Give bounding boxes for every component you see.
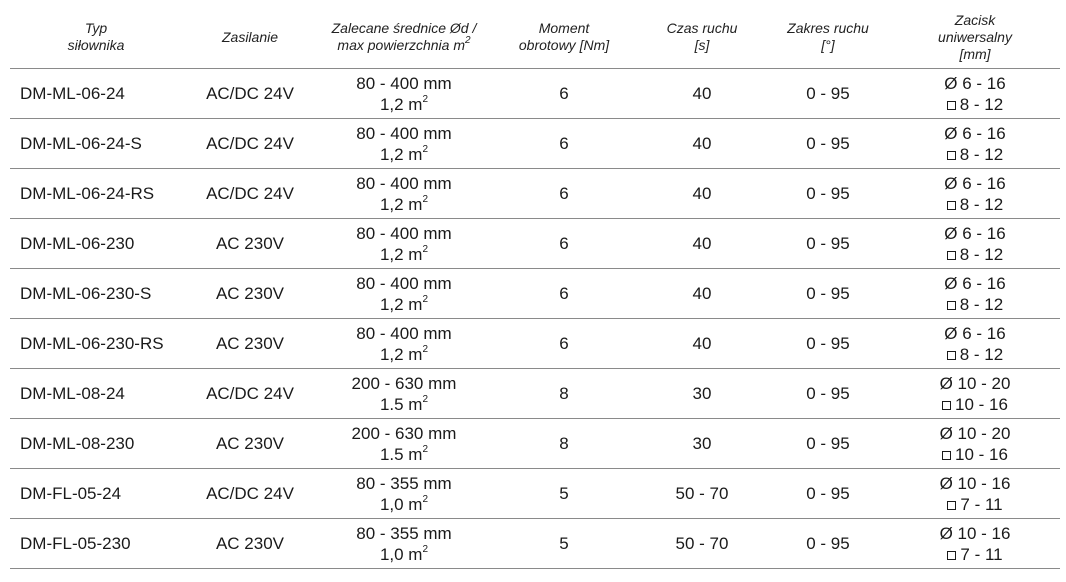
square-icon bbox=[947, 551, 956, 560]
diameter-range: 80 - 400 mm bbox=[356, 223, 452, 243]
run-time-value: 40 bbox=[692, 84, 712, 103]
diameter-range: 80 - 355 mm bbox=[356, 523, 452, 543]
cell-torque bbox=[490, 419, 638, 469]
header-type bbox=[10, 6, 182, 69]
header-torque bbox=[490, 6, 638, 69]
header-clamp-line-1: Zacisk bbox=[954, 11, 996, 28]
cell-supply bbox=[182, 419, 318, 469]
diameter-range: 80 - 355 mm bbox=[356, 473, 452, 493]
max-area-value: 1.5 m bbox=[379, 444, 423, 464]
actuator-type: DM-ML-06-230-RS bbox=[20, 334, 164, 353]
cell-type bbox=[10, 469, 182, 519]
torque-value: 6 bbox=[559, 234, 569, 253]
table-body bbox=[10, 69, 1060, 569]
cell-supply bbox=[182, 519, 318, 569]
supply-voltage: AC/DC 24V bbox=[206, 184, 294, 203]
cell-range bbox=[766, 119, 890, 169]
cell-range bbox=[766, 169, 890, 219]
cell-supply bbox=[182, 369, 318, 419]
actuator-type: DM-ML-06-24-RS bbox=[20, 184, 155, 203]
header-time-line-1: Czas ruchu bbox=[666, 20, 738, 36]
cell-clamp bbox=[890, 369, 1060, 419]
max-area bbox=[320, 194, 488, 215]
header-type-line-1: Typ bbox=[84, 20, 108, 36]
run-time-value: 50 - 70 bbox=[675, 534, 729, 553]
header-diameter-line-2-text: max powierzchnia m bbox=[337, 37, 466, 53]
cell-time bbox=[638, 419, 766, 469]
max-area-superscript: 2 bbox=[422, 293, 429, 305]
max-area-value: 1,2 m bbox=[379, 244, 423, 264]
header-supply-line-1: Zasilanie bbox=[221, 28, 279, 45]
square-icon bbox=[947, 201, 956, 210]
clamp-square-line bbox=[892, 544, 1058, 565]
max-area-value: 1,2 m bbox=[379, 294, 423, 314]
clamp-square-range: 7 - 11 bbox=[960, 544, 1003, 564]
clamp-square-range: 10 - 16 bbox=[955, 444, 1008, 464]
cell-diameter bbox=[318, 519, 490, 569]
motion-range-value: 0 - 95 bbox=[806, 284, 850, 303]
diameter-range: 80 - 400 mm bbox=[356, 323, 452, 343]
max-area-superscript: 2 bbox=[422, 443, 429, 455]
cell-diameter bbox=[318, 219, 490, 269]
cell-range bbox=[766, 419, 890, 469]
header-range bbox=[766, 6, 890, 69]
header-torque-line-2: obrotowy [Nm] bbox=[518, 37, 610, 53]
max-area bbox=[320, 494, 488, 515]
diameter-range: 80 - 400 mm bbox=[356, 73, 452, 93]
cell-type bbox=[10, 69, 182, 119]
cell-torque bbox=[490, 319, 638, 369]
motion-range-value: 0 - 95 bbox=[806, 84, 850, 103]
actuator-type: DM-ML-08-24 bbox=[20, 384, 125, 403]
torque-value: 6 bbox=[559, 84, 569, 103]
cell-time bbox=[638, 69, 766, 119]
cell-diameter bbox=[318, 119, 490, 169]
max-area-value: 1,0 m bbox=[379, 494, 423, 514]
clamp-round-range: Ø 10 - 20 bbox=[939, 373, 1011, 393]
cell-range bbox=[766, 319, 890, 369]
table-row bbox=[10, 269, 1060, 319]
cell-supply bbox=[182, 469, 318, 519]
clamp-square-range: 8 - 12 bbox=[959, 294, 1004, 314]
cell-clamp bbox=[890, 119, 1060, 169]
cell-type bbox=[10, 369, 182, 419]
motion-range-value: 0 - 95 bbox=[806, 534, 850, 553]
table-header bbox=[10, 6, 1060, 69]
clamp-square-range: 10 - 16 bbox=[955, 394, 1008, 414]
clamp-square-line bbox=[892, 94, 1058, 115]
table-row bbox=[10, 419, 1060, 469]
table-row bbox=[10, 69, 1060, 119]
square-icon bbox=[947, 351, 956, 360]
run-time-value: 30 bbox=[692, 384, 712, 403]
max-area bbox=[320, 244, 488, 265]
header-range-line-1: Zakres ruchu bbox=[787, 20, 869, 36]
clamp-square-line bbox=[892, 244, 1058, 265]
cell-time bbox=[638, 269, 766, 319]
table-row bbox=[10, 169, 1060, 219]
cell-clamp bbox=[890, 219, 1060, 269]
run-time-value: 30 bbox=[692, 434, 712, 453]
diameter-range: 80 - 400 mm bbox=[356, 273, 452, 293]
motion-range-value: 0 - 95 bbox=[806, 334, 850, 353]
table-row bbox=[10, 119, 1060, 169]
cell-torque bbox=[490, 519, 638, 569]
cell-clamp bbox=[890, 69, 1060, 119]
cell-diameter bbox=[318, 469, 490, 519]
header-diameter-line-1: Zalecane średnice Ød / bbox=[331, 20, 477, 36]
cell-torque bbox=[490, 369, 638, 419]
max-area bbox=[320, 344, 488, 365]
clamp-square-range: 7 - 11 bbox=[960, 494, 1003, 514]
clamp-square-range: 8 - 12 bbox=[959, 144, 1004, 164]
header-row bbox=[10, 6, 1060, 69]
max-area bbox=[320, 294, 488, 315]
max-area-superscript: 2 bbox=[422, 143, 429, 155]
cell-range bbox=[766, 519, 890, 569]
cell-supply bbox=[182, 269, 318, 319]
clamp-round-range: Ø 6 - 16 bbox=[944, 273, 1006, 293]
cell-supply bbox=[182, 219, 318, 269]
square-icon bbox=[947, 101, 956, 110]
clamp-square-line bbox=[892, 444, 1058, 465]
max-area bbox=[320, 94, 488, 115]
cell-supply bbox=[182, 119, 318, 169]
motion-range-value: 0 - 95 bbox=[806, 434, 850, 453]
square-icon bbox=[947, 501, 956, 510]
cell-type bbox=[10, 119, 182, 169]
supply-voltage: AC 230V bbox=[215, 284, 285, 303]
cell-range bbox=[766, 69, 890, 119]
cell-range bbox=[766, 269, 890, 319]
torque-value: 8 bbox=[559, 434, 569, 453]
diameter-range: 200 - 630 mm bbox=[351, 373, 457, 393]
cell-supply bbox=[182, 69, 318, 119]
cell-clamp bbox=[890, 269, 1060, 319]
cell-time bbox=[638, 119, 766, 169]
clamp-square-range: 8 - 12 bbox=[959, 344, 1004, 364]
run-time-value: 40 bbox=[692, 234, 712, 253]
run-time-value: 50 - 70 bbox=[675, 484, 729, 503]
supply-voltage: AC 230V bbox=[215, 234, 285, 253]
clamp-square-line bbox=[892, 194, 1058, 215]
square-icon bbox=[947, 251, 956, 260]
header-time bbox=[638, 6, 766, 69]
cell-diameter bbox=[318, 369, 490, 419]
cell-clamp bbox=[890, 169, 1060, 219]
diameter-range: 200 - 630 mm bbox=[351, 423, 457, 443]
cell-type bbox=[10, 419, 182, 469]
max-area-value: 1,2 m bbox=[379, 344, 423, 364]
square-icon bbox=[947, 301, 956, 310]
max-area-superscript: 2 bbox=[422, 543, 429, 555]
actuator-type: DM-FL-05-24 bbox=[20, 484, 122, 503]
max-area-value: 1,2 m bbox=[379, 194, 423, 214]
clamp-round-range: Ø 10 - 20 bbox=[939, 423, 1011, 443]
torque-value: 6 bbox=[559, 184, 569, 203]
header-diameter-line-2 bbox=[320, 37, 488, 54]
motion-range-value: 0 - 95 bbox=[806, 384, 850, 403]
torque-value: 6 bbox=[559, 334, 569, 353]
max-area-value: 1,2 m bbox=[379, 94, 423, 114]
max-area bbox=[320, 544, 488, 565]
table-row bbox=[10, 519, 1060, 569]
torque-value: 8 bbox=[559, 384, 569, 403]
max-area bbox=[320, 144, 488, 165]
header-diameter-superscript: 2 bbox=[465, 35, 471, 47]
torque-value: 5 bbox=[559, 484, 569, 503]
actuator-spec-table bbox=[10, 6, 1060, 569]
table-row bbox=[10, 219, 1060, 269]
actuator-type: DM-ML-06-24-S bbox=[20, 134, 142, 153]
table-row bbox=[10, 469, 1060, 519]
clamp-round-range: Ø 10 - 16 bbox=[939, 473, 1011, 493]
cell-diameter bbox=[318, 169, 490, 219]
header-clamp-line-2: uniwersalny bbox=[938, 28, 1012, 45]
supply-voltage: AC 230V bbox=[215, 534, 285, 553]
cell-diameter bbox=[318, 419, 490, 469]
max-area-superscript: 2 bbox=[422, 93, 429, 105]
header-clamp-line-3: [mm] bbox=[959, 45, 991, 62]
clamp-square-line bbox=[892, 144, 1058, 165]
cell-diameter bbox=[318, 269, 490, 319]
actuator-type: DM-ML-06-230 bbox=[20, 234, 135, 253]
run-time-value: 40 bbox=[692, 134, 712, 153]
header-diameter bbox=[318, 6, 490, 69]
supply-voltage: AC 230V bbox=[215, 434, 285, 453]
clamp-round-range: Ø 6 - 16 bbox=[944, 323, 1006, 343]
header-time-line-2: [s] bbox=[694, 37, 710, 53]
actuator-type: DM-FL-05-230 bbox=[20, 534, 131, 553]
table-row bbox=[10, 369, 1060, 419]
cell-torque bbox=[490, 69, 638, 119]
clamp-square-range: 8 - 12 bbox=[959, 194, 1004, 214]
cell-torque bbox=[490, 269, 638, 319]
run-time-value: 40 bbox=[692, 334, 712, 353]
max-area bbox=[320, 394, 488, 415]
cell-time bbox=[638, 369, 766, 419]
cell-type bbox=[10, 319, 182, 369]
cell-diameter bbox=[318, 319, 490, 369]
square-icon bbox=[942, 401, 951, 410]
clamp-square-line bbox=[892, 344, 1058, 365]
max-area-superscript: 2 bbox=[422, 193, 429, 205]
cell-range bbox=[766, 469, 890, 519]
cell-torque bbox=[490, 219, 638, 269]
clamp-round-range: Ø 10 - 16 bbox=[939, 523, 1011, 543]
actuator-type: DM-ML-08-230 bbox=[20, 434, 135, 453]
cell-time bbox=[638, 219, 766, 269]
clamp-round-range: Ø 6 - 16 bbox=[944, 73, 1006, 93]
cell-time bbox=[638, 169, 766, 219]
clamp-round-range: Ø 6 - 16 bbox=[944, 123, 1006, 143]
max-area-superscript: 2 bbox=[422, 243, 429, 255]
cell-type bbox=[10, 219, 182, 269]
cell-supply bbox=[182, 169, 318, 219]
cell-torque bbox=[490, 169, 638, 219]
table-row bbox=[10, 319, 1060, 369]
square-icon bbox=[942, 451, 951, 460]
cell-clamp bbox=[890, 519, 1060, 569]
run-time-value: 40 bbox=[692, 284, 712, 303]
diameter-range: 80 - 400 mm bbox=[356, 173, 452, 193]
header-type-line-2: siłownika bbox=[67, 37, 125, 53]
clamp-square-line bbox=[892, 394, 1058, 415]
torque-value: 6 bbox=[559, 134, 569, 153]
header-range-line-2: [°] bbox=[821, 37, 835, 53]
header-torque-line-1: Moment bbox=[538, 20, 590, 36]
cell-diameter bbox=[318, 69, 490, 119]
motion-range-value: 0 - 95 bbox=[806, 234, 850, 253]
run-time-value: 40 bbox=[692, 184, 712, 203]
max-area-value: 1.5 m bbox=[379, 394, 423, 414]
square-icon bbox=[947, 151, 956, 160]
motion-range-value: 0 - 95 bbox=[806, 184, 850, 203]
supply-voltage: AC 230V bbox=[215, 334, 285, 353]
max-area-superscript: 2 bbox=[422, 393, 429, 405]
cell-time bbox=[638, 519, 766, 569]
cell-type bbox=[10, 169, 182, 219]
supply-voltage: AC/DC 24V bbox=[206, 484, 294, 503]
cell-clamp bbox=[890, 319, 1060, 369]
actuator-type: DM-ML-06-24 bbox=[20, 84, 125, 103]
header-supply bbox=[182, 6, 318, 69]
supply-voltage: AC/DC 24V bbox=[206, 134, 294, 153]
cell-supply bbox=[182, 319, 318, 369]
clamp-square-range: 8 - 12 bbox=[959, 94, 1004, 114]
clamp-square-line bbox=[892, 494, 1058, 515]
max-area-value: 1,2 m bbox=[379, 144, 423, 164]
cell-torque bbox=[490, 469, 638, 519]
cell-torque bbox=[490, 119, 638, 169]
cell-range bbox=[766, 369, 890, 419]
max-area-value: 1,0 m bbox=[379, 544, 423, 564]
max-area-superscript: 2 bbox=[422, 493, 429, 505]
cell-type bbox=[10, 269, 182, 319]
header-clamp bbox=[890, 6, 1060, 69]
cell-type bbox=[10, 519, 182, 569]
clamp-round-range: Ø 6 - 16 bbox=[944, 173, 1006, 193]
torque-value: 5 bbox=[559, 534, 569, 553]
max-area bbox=[320, 444, 488, 465]
torque-value: 6 bbox=[559, 284, 569, 303]
cell-time bbox=[638, 469, 766, 519]
clamp-square-range: 8 - 12 bbox=[959, 244, 1004, 264]
actuator-type: DM-ML-06-230-S bbox=[20, 284, 152, 303]
cell-time bbox=[638, 319, 766, 369]
supply-voltage: AC/DC 24V bbox=[206, 384, 294, 403]
max-area-superscript: 2 bbox=[422, 343, 429, 355]
supply-voltage: AC/DC 24V bbox=[206, 84, 294, 103]
diameter-range: 80 - 400 mm bbox=[356, 123, 452, 143]
clamp-square-line bbox=[892, 294, 1058, 315]
cell-clamp bbox=[890, 419, 1060, 469]
motion-range-value: 0 - 95 bbox=[806, 484, 850, 503]
motion-range-value: 0 - 95 bbox=[806, 134, 850, 153]
cell-range bbox=[766, 219, 890, 269]
cell-clamp bbox=[890, 469, 1060, 519]
clamp-round-range: Ø 6 - 16 bbox=[944, 223, 1006, 243]
